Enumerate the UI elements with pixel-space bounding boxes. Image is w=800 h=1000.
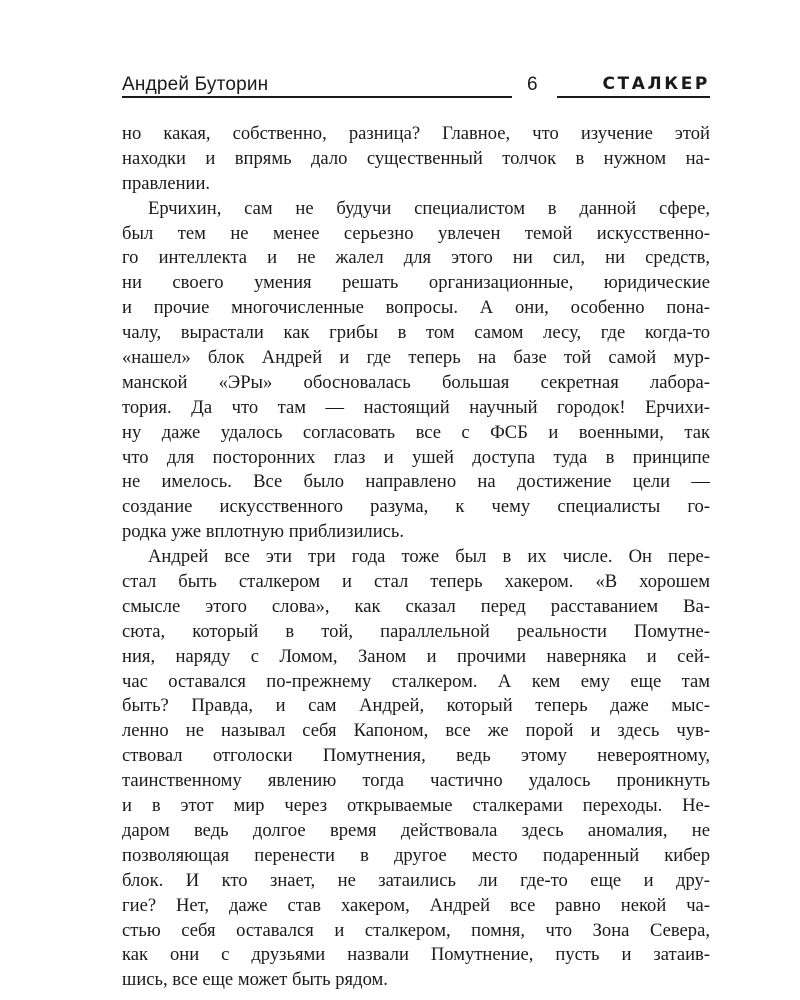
header-rule-right <box>557 96 710 98</box>
text-line: ленно не называл себя Капоном, все же порой и здесь чув- <box>122 720 710 742</box>
text-line: и в этот мир через открываемые сталкерами переходы. Не- <box>122 795 710 817</box>
text-line: родка уже вплотную приблизились. <box>122 521 405 543</box>
text-line: стал быть сталкером и стал теперь хакером. «В хорошем <box>122 571 710 593</box>
series-title: СТАЛКЕР <box>602 74 710 94</box>
running-header <box>122 70 710 98</box>
text-line: ни своего умения решать организационные, юридические <box>122 272 710 294</box>
text-line: Ерчихин, сам не будучи специалистом в данной сфере, <box>148 197 710 219</box>
text-line: го интеллекта и не жалел для этого ни сил, ни средств, <box>122 247 710 269</box>
text-line: смысле этого слова», как сказал перед расставанием Ва- <box>122 595 710 617</box>
text-line: манской «ЭРы» обосновалась большая секретная лабора- <box>122 371 710 393</box>
text-line: час оставался по-прежнему сталкером. А кем ему еще там <box>122 670 710 692</box>
text-line: и прочие многочисленные вопросы. А они, особенно пона- <box>122 297 710 319</box>
text-line: быть? Правда, и сам Андрей, который теперь даже мыс- <box>122 695 710 717</box>
text-line: но какая, собственно, разница? Главное, что изучение этой <box>122 123 710 144</box>
text-line: даром ведь долгое время действовала здесь аномалия, не <box>122 819 710 841</box>
text-line: чалу, вырастали как грибы в том самом лесу, где когда-то <box>122 322 710 344</box>
text-line: правлении. <box>122 172 211 194</box>
text-line: находки и впрямь дало существенный толчок в нужном на- <box>122 147 710 169</box>
text-line: шись, все еще может быть рядом. <box>122 969 388 991</box>
text-line: ствовал отголоски Помутнения, ведь этому невероятному, <box>122 745 710 767</box>
text-line: был тем не менее серьезно увлечен темой искусственно- <box>122 222 710 244</box>
text-line: ния, наряду с Ломом, Заном и прочими наверняка и сей- <box>122 645 710 667</box>
text-line: сюта, который в той, параллельной реальности Помутне- <box>122 620 710 642</box>
text-line: не имелось. Все было направлено на достижение цели — <box>122 471 710 493</box>
text-line: позволяющая перенести в другое место подаренный кибер <box>122 844 710 866</box>
text-line: таинственному явлению тогда частично удалось проникнуть <box>122 770 710 792</box>
text-line: блок. И кто знает, не затаились ли где-то еще и дру- <box>122 869 710 891</box>
text-line: стью себя оставался и сталкером, помня, что Зона Севера, <box>122 919 710 941</box>
page-number: 6 <box>527 74 538 95</box>
text-line: создание искусственного разума, к чему специалисты го- <box>122 496 710 518</box>
body-text <box>122 122 710 993</box>
text-line: тория. Да что там — настоящий научный городок! Ерчихи- <box>122 396 710 418</box>
text-line: что для посторонних глаз и ушей доступа туда в принципе <box>122 446 710 468</box>
header-rule-left <box>122 96 512 98</box>
text-line: гие? Нет, даже став хакером, Андрей все равно некой ча- <box>122 894 710 916</box>
text-line: Андрей все эти три года тоже был в их числе. Он пере- <box>148 546 710 568</box>
text-line: «нашел» блок Андрей и где теперь на базе той самой мур- <box>122 347 710 369</box>
text-line: ну даже удалось согласовать все с ФСБ и военными, так <box>122 421 710 443</box>
author-name: Андрей Буторин <box>122 74 269 95</box>
text-line: как они с друзьями назвали Помутнение, пусть и затаив- <box>122 944 710 966</box>
